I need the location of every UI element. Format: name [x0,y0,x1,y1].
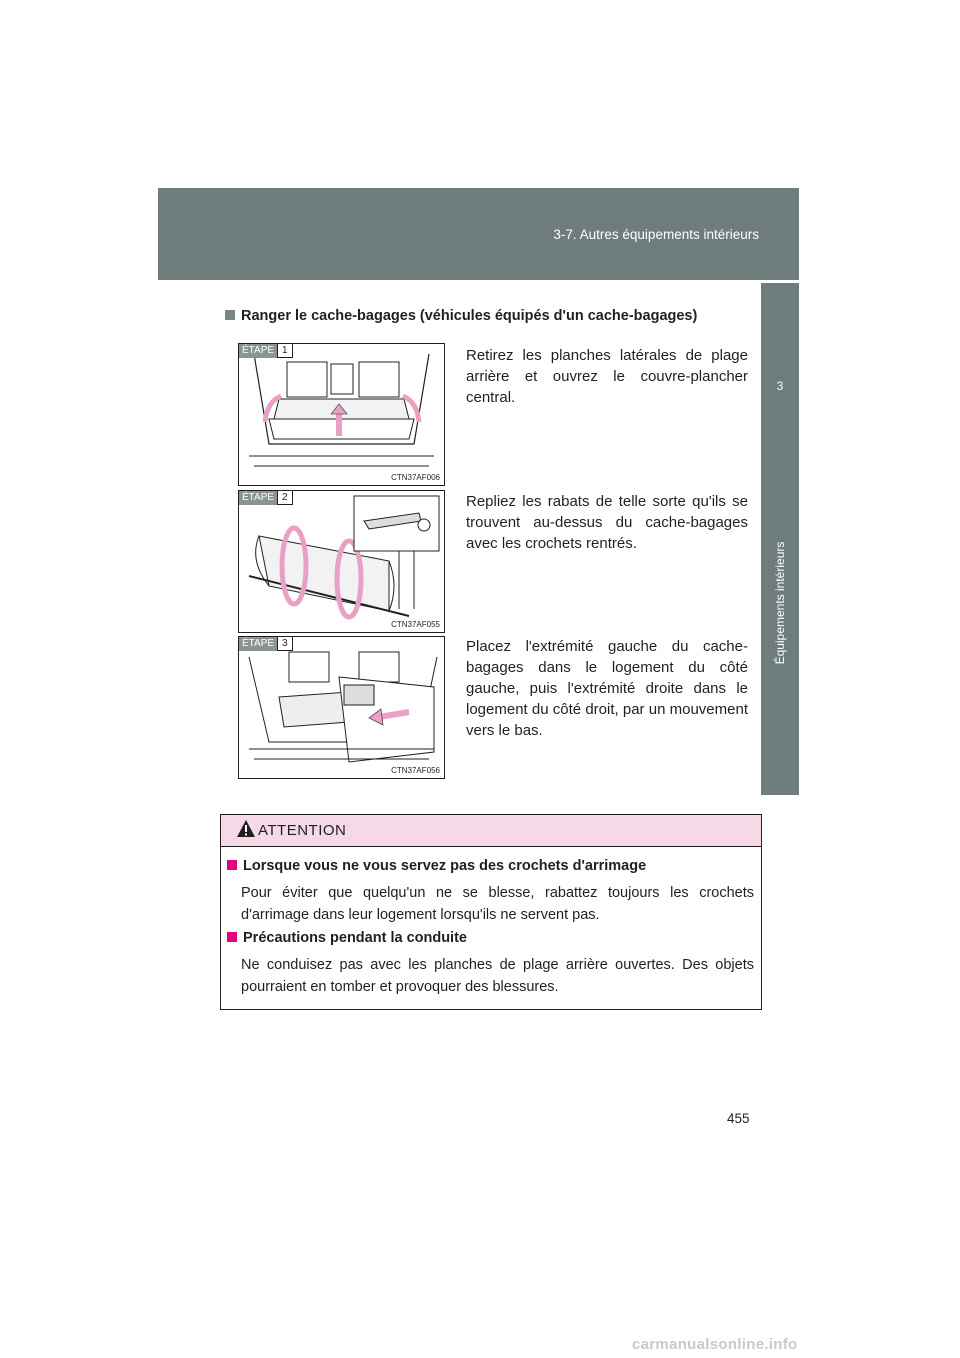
attention-box [220,814,762,1010]
step-2-badge [239,491,293,505]
bullet-square-icon [227,860,237,870]
step-2-text: Repliez les rabats de telle sorte qu'ils se trouvent au-dessus du cache-bagages avec les crochets rentrés. [466,493,748,552]
step-badge-number: 1 [277,344,293,358]
step-badge-number: 2 [277,491,293,505]
chapter-header-band [158,188,799,280]
step-badge-label: ÉTAPE [239,491,277,505]
chapter-side-label: Équipements intérieurs [773,541,787,665]
cargo-cover-install-illustration [239,637,444,778]
section-heading [225,308,697,324]
attention-item-1-body: Pour éviter que quelqu'un ne se blesse, rabattez toujours les crochets d'arrimage dans leur logement lorsqu'ils ne servent pas. [241,885,754,923]
attention-title: ATTENTION [258,822,347,839]
figure-code: CTN37AF056 [391,766,440,775]
cargo-cover-fold-illustration [239,491,444,632]
trunk-open-illustration [239,344,444,485]
attention-item-1-heading [227,858,646,874]
figure-code: CTN37AF055 [391,620,440,629]
warning-icon [236,819,256,839]
step-badge-number: 3 [277,637,293,651]
step-3-text: Placez l'extrémité gauche du cache-bagages dans le logement du côté gauche, puis l'extrémité droite dans le logement du côté droit, par un mouvement vers le bas. [466,638,748,739]
step-1-figure [238,343,445,486]
step-3-badge [239,637,293,651]
step-badge-label: ÉTAPE [239,344,277,358]
page-number: 455 [727,1111,750,1126]
step-3-figure [238,636,445,779]
watermark: carmanualsonline.info [632,1336,798,1353]
chapter-title: 3-7. Autres équipements intérieurs [553,227,759,242]
bullet-square-icon [227,932,237,942]
bullet-square-icon [225,310,235,320]
step-badge-label: ÉTAPE [239,637,277,651]
section-heading-text: Ranger le cache-bagages (véhicules équipés d'un cache-bagages) [241,308,698,324]
attention-item-2-heading [227,930,467,946]
attention-item-heading-text: Précautions pendant la conduite [243,930,467,946]
attention-item-heading-text: Lorsque vous ne vous servez pas des crochets d'arrimage [243,858,647,874]
step-2-figure [238,490,445,633]
attention-header [221,815,761,847]
chapter-side-tab [761,283,799,795]
chapter-number: 3 [776,379,784,393]
step-1-badge [239,344,293,358]
step-1-text: Retirez les planches latérales de plage arrière et ouvrez le couvre-plancher central. [466,347,748,406]
attention-item-2-body: Ne conduisez pas avec les planches de plage arrière ouvertes. Des objets pourraient en tomber et provoquer des blessures. [241,957,754,995]
figure-code: CTN37AF006 [391,473,440,482]
